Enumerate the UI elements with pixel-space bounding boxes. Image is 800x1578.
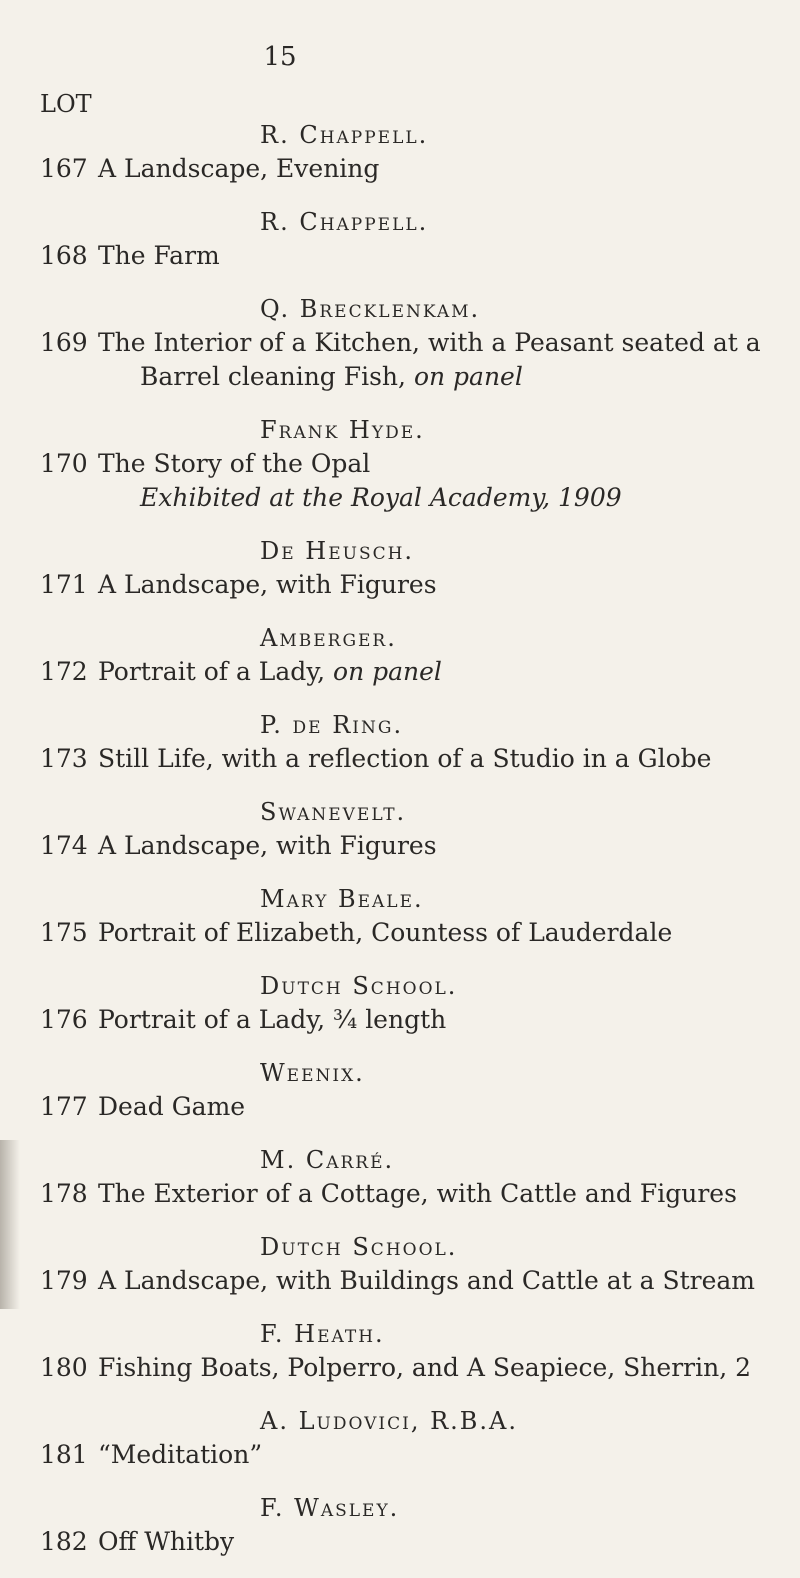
lot-title: Portrait of Elizabeth, Countess of Lauderdale <box>98 918 673 947</box>
lot-number: 175 <box>40 918 88 947</box>
catalogue-entry <box>40 205 780 273</box>
catalogue-entry <box>40 1056 780 1124</box>
lot-title: Fishing Boats, Polperro, and A Seapiece, Sherrin, 2 <box>98 1353 752 1382</box>
lot-number: 177 <box>40 1092 88 1121</box>
artist-name: Q. Brecklenkam. <box>260 295 481 323</box>
artist-name: Dutch School. <box>260 1233 458 1261</box>
lot-title: Portrait of a Lady, ¾ length <box>98 1005 447 1034</box>
lot-number: 170 <box>40 449 88 478</box>
artist-name: R. Chappell. <box>260 121 429 149</box>
artist-name: F. Heath. <box>260 1320 385 1348</box>
catalogue-entry <box>40 534 780 602</box>
lot-title: The Story of the Opal <box>98 449 371 478</box>
page-number: 15 <box>263 42 297 72</box>
lot-number: 181 <box>40 1440 88 1469</box>
lot-title: Portrait of a Lady, on panel <box>98 657 442 686</box>
catalogue-entry <box>40 621 780 689</box>
catalogue-entry <box>40 969 780 1037</box>
artist-name: A. Ludovici, R.B.A. <box>260 1407 519 1435</box>
catalogue-entry <box>40 292 780 394</box>
catalogue-entries <box>40 118 780 1578</box>
catalogue-entry <box>40 1230 780 1298</box>
catalogue-entry <box>40 708 780 776</box>
artist-name: Amberger. <box>260 624 397 652</box>
catalogue-entry <box>40 1143 780 1211</box>
lot-title: Off Whitby <box>98 1527 235 1556</box>
lot-title: A Landscape, with Buildings and Cattle at a Stream <box>98 1266 755 1295</box>
catalogue-entry <box>40 1317 780 1385</box>
lot-number: 178 <box>40 1179 88 1208</box>
lot-number: 169 <box>40 328 88 357</box>
artist-name: Dutch School. <box>260 972 458 1000</box>
catalogue-entry <box>40 1404 780 1472</box>
lot-number: 182 <box>40 1527 88 1556</box>
exhibition-note: Exhibited at the Royal Academy, 1909 <box>140 483 622 512</box>
lot-number: 168 <box>40 241 88 270</box>
lot-number: 180 <box>40 1353 88 1382</box>
lot-title: Dead Game <box>98 1092 246 1121</box>
lot-title: A Landscape, with Figures <box>98 831 437 860</box>
lot-number: 179 <box>40 1266 88 1295</box>
lot-title: The Exterior of a Cottage, with Cattle and Figures <box>98 1179 737 1208</box>
catalogue-entry <box>40 118 780 186</box>
medium-note: on panel <box>333 657 442 686</box>
lot-title: A Landscape, Evening <box>98 154 380 183</box>
medium-note: on panel <box>413 362 523 391</box>
catalogue-entry <box>40 413 780 515</box>
lot-title: A Landscape, with Figures <box>98 570 437 599</box>
artist-name: Mary Beale. <box>260 885 424 913</box>
artist-name: Swanevelt. <box>260 798 407 826</box>
artist-name: M. Carré. <box>260 1146 395 1174</box>
page-edge-shadow <box>0 1140 20 1309</box>
lot-title: The Farm <box>98 241 220 270</box>
artist-name: P. de Ring. <box>260 711 404 739</box>
lot-number: 176 <box>40 1005 88 1034</box>
lot-number: 167 <box>40 154 88 183</box>
catalogue-entry <box>40 882 780 950</box>
artist-name: De Heusch. <box>260 537 415 565</box>
lot-number: 173 <box>40 744 88 773</box>
lot-title: The Interior of a Kitchen, with a Peasant seated at a <box>98 328 761 357</box>
lot-title: Still Life, with a reflection of a Studio in a Globe <box>98 744 712 773</box>
lot-number: 172 <box>40 657 88 686</box>
lot-column-header: LOT <box>40 90 92 118</box>
lot-number: 171 <box>40 570 88 599</box>
lot-title-continuation: Barrel cleaning Fish, on panel <box>140 362 523 391</box>
artist-name: R. Chappell. <box>260 208 429 236</box>
lot-number: 174 <box>40 831 88 860</box>
catalogue-entry <box>40 795 780 863</box>
artist-name: Weenix. <box>260 1059 365 1087</box>
artist-name: Frank Hyde. <box>260 416 425 444</box>
lot-title: “Meditation” <box>98 1440 263 1469</box>
catalogue-entry <box>40 1491 780 1559</box>
artist-name: F. Wasley. <box>260 1494 400 1522</box>
